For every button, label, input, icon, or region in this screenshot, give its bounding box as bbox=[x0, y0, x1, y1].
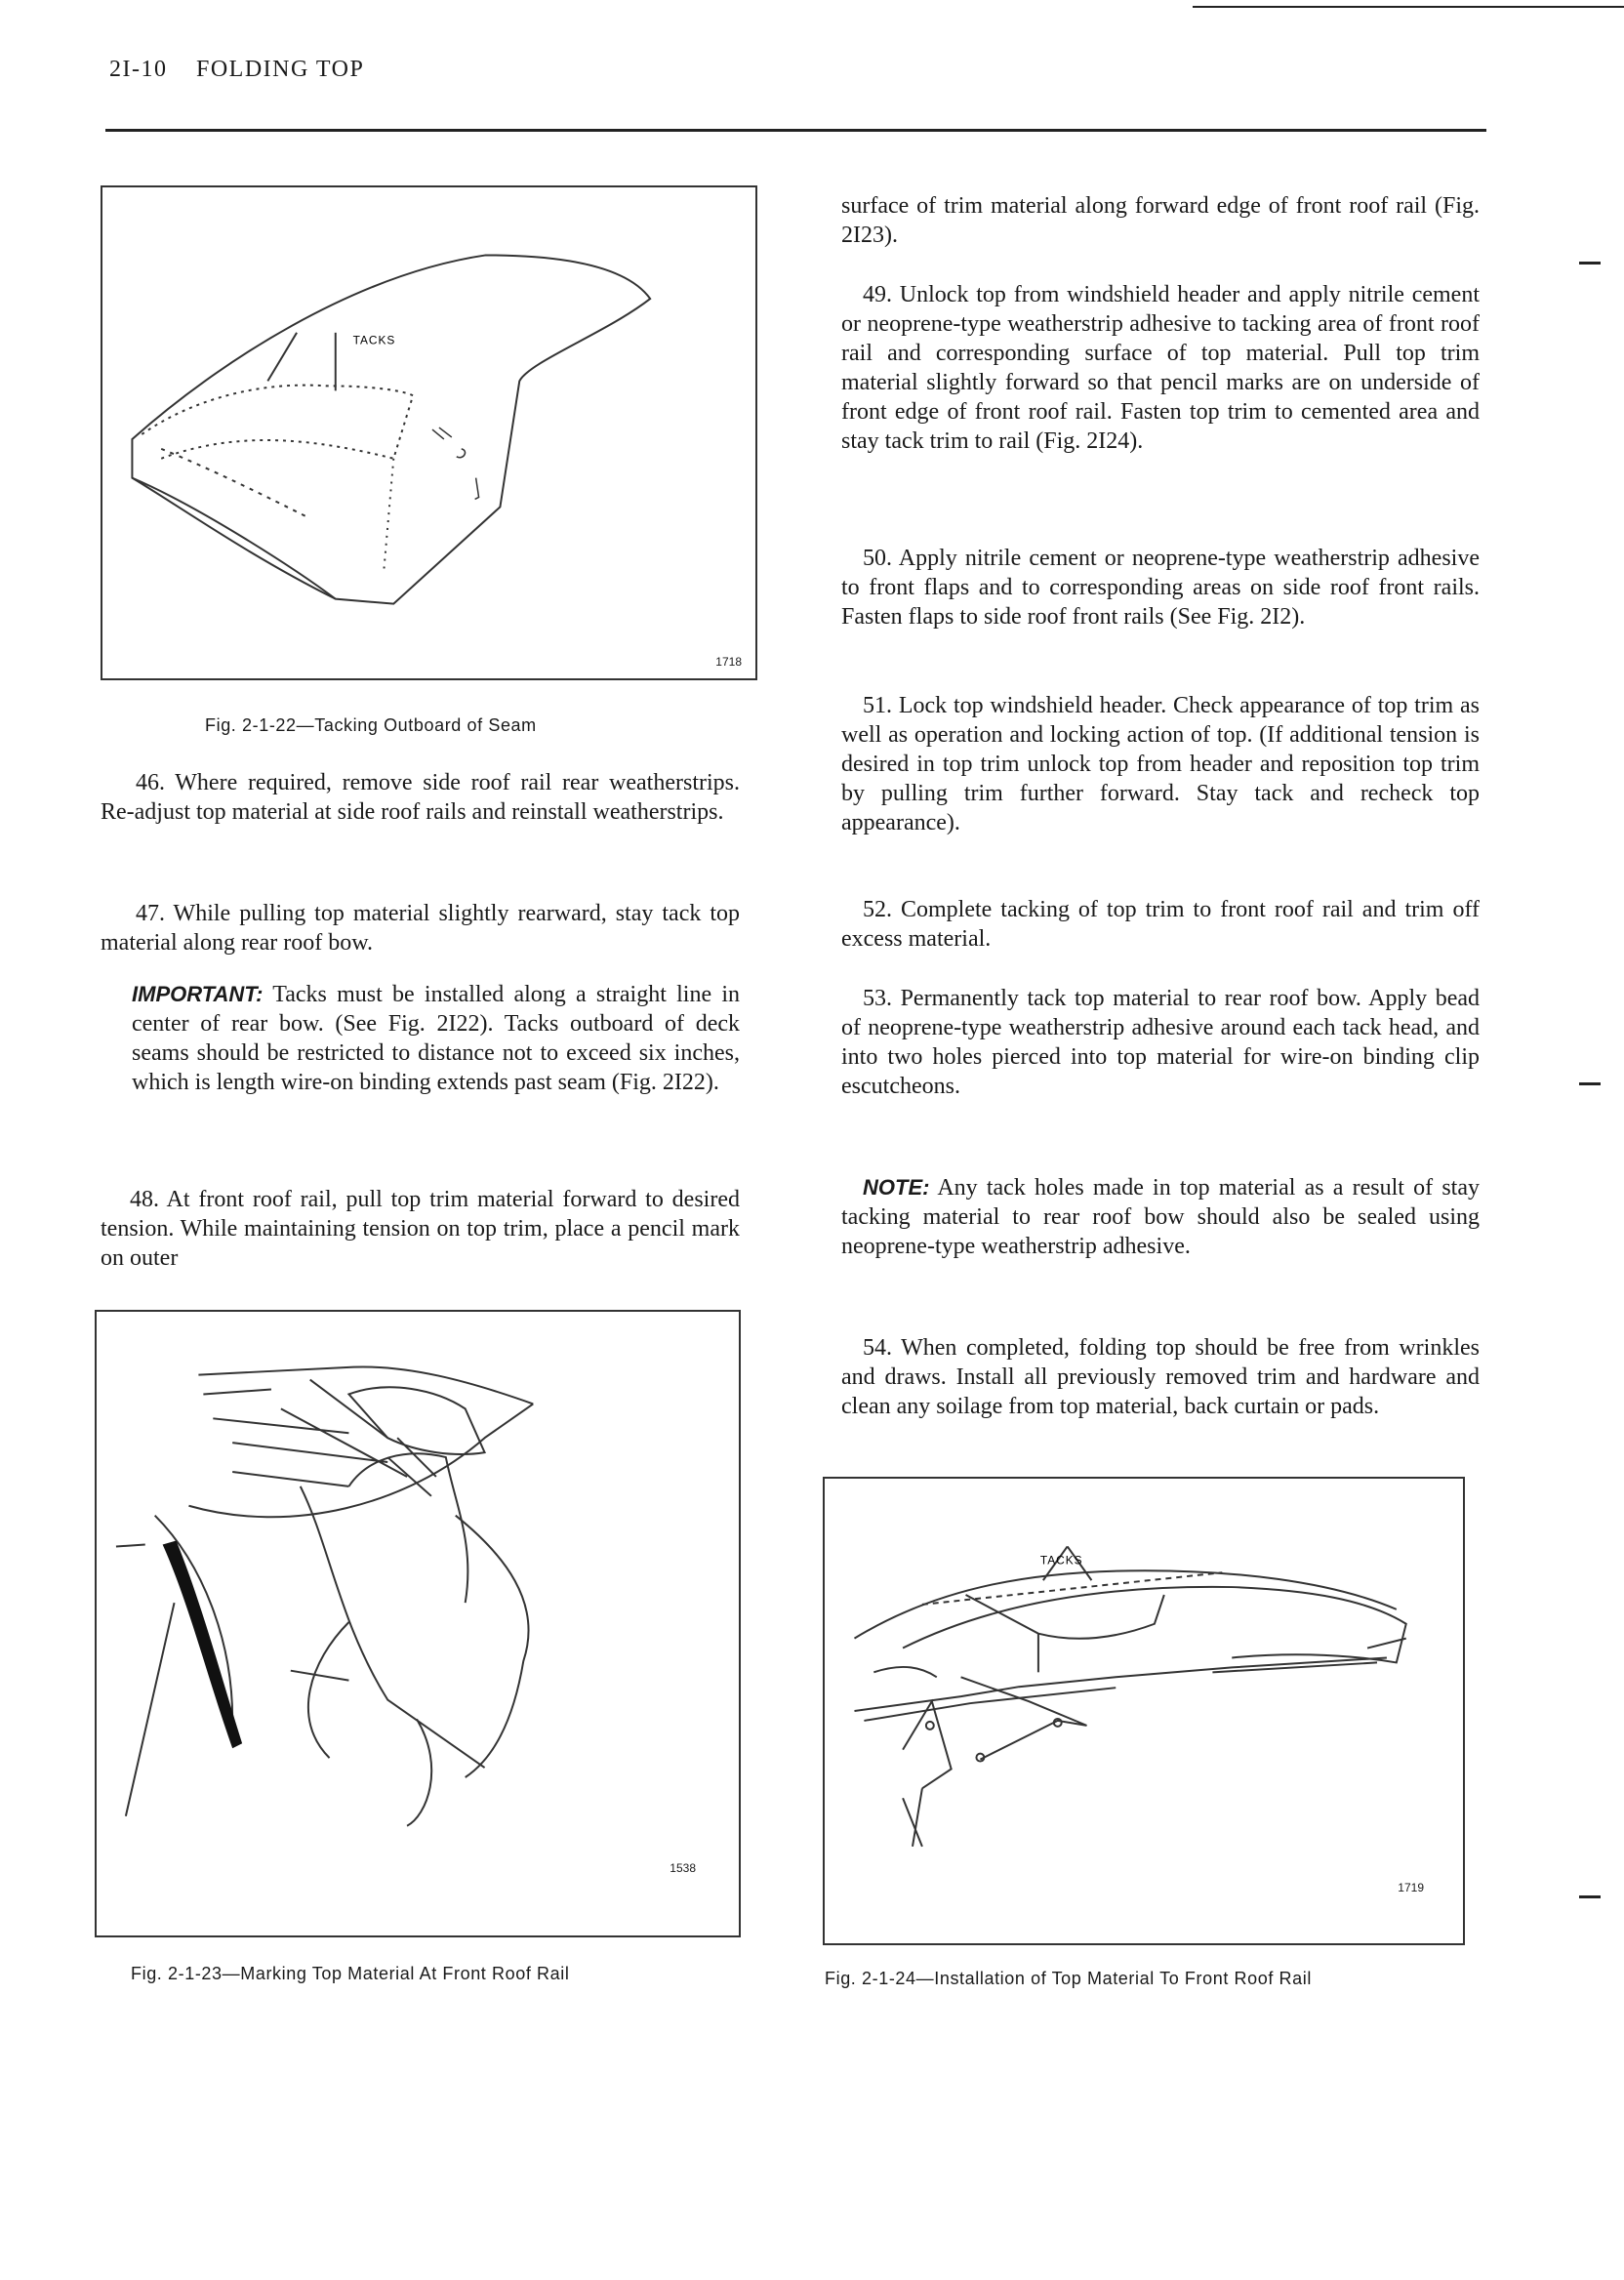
figure-number: 1719 bbox=[1398, 1881, 1424, 1894]
step-51: 51. Lock top windshield header. Check appearance of top trim as well as operation and locking action of top. (If additional tension is desired in top trim unlock top from header and reposition top trim by pulling trim further forward. Stay tack and recheck top appearance). bbox=[841, 693, 1480, 835]
step-54: 54. When completed, folding top should be free from wrinkles and draws. Install all previously removed trim and hardware and clean any soilage from top material, back curtain or pads. bbox=[841, 1335, 1480, 1419]
page-header bbox=[109, 57, 386, 83]
front-roof-rail-illustration bbox=[825, 1479, 1463, 1943]
note-text: Any tack holes made in top material as a result of stay tacking material to rear roof bow should also be sealed using neoprene-type weatherstrip adhesive. bbox=[841, 1175, 1480, 1259]
step-53: 53. Permanently tack top material to rear roof bow. Apply bead of neoprene-type weatherstrip adhesive around each tack head, and into two holes pierced into top material for wire-on binding clip escutcheons. bbox=[841, 986, 1480, 1099]
step-50: 50. Apply nitrile cement or neoprene-type weatherstrip adhesive to front flaps and to corresponding areas on side roof front rails. Fasten flaps to side roof front rails (See Fig. 2I2). bbox=[841, 546, 1480, 630]
figure-caption: Fig. 2-1-23—Marking Top Material At Front Roof Rail bbox=[131, 1964, 570, 1983]
page-number: 2I-10 bbox=[109, 57, 168, 82]
note bbox=[841, 1173, 1480, 1261]
figure-caption: Fig. 2-1-22—Tacking Outboard of Seam bbox=[205, 715, 537, 735]
step-47: 47. While pulling top material slightly rearward, stay tack top material along rear roof bow. bbox=[101, 901, 740, 956]
margin-mark bbox=[1579, 1082, 1601, 1085]
header-rule bbox=[105, 129, 1486, 132]
important-label: IMPORTANT: bbox=[132, 982, 264, 1006]
step-48: 48. At front roof rail, pull top trim material forward to desired tension. While maintaining tension on top trim, place a pencil mark on outer bbox=[101, 1187, 740, 1271]
hands-marking-illustration bbox=[97, 1312, 739, 1935]
figure-tacking-outboard-of-seam bbox=[101, 185, 757, 680]
figure-number: 1718 bbox=[715, 655, 742, 669]
top-edge-rule bbox=[1193, 6, 1624, 8]
figure-number: 1538 bbox=[670, 1861, 696, 1875]
tacks-label: TACKS bbox=[352, 333, 396, 347]
note-label: NOTE: bbox=[863, 1175, 930, 1200]
section-title: FOLDING TOP bbox=[195, 57, 365, 82]
important-note bbox=[132, 980, 740, 1097]
figure-marking-top-material bbox=[95, 1310, 741, 1937]
step-46: 46. Where required, remove side roof rail rear weatherstrips. Re-adjust top material at side roof rails and reinstall weatherstrips. bbox=[101, 770, 740, 825]
step-52: 52. Complete tacking of top trim to front roof rail and trim off excess material. bbox=[841, 897, 1480, 952]
continued-text: surface of trim material along forward edge of front roof rail (Fig. 2I23). bbox=[841, 193, 1480, 248]
margin-mark bbox=[1579, 262, 1601, 265]
tacks-label: TACKS bbox=[1039, 1553, 1083, 1568]
margin-mark bbox=[1579, 1895, 1601, 1898]
figure-installation-top-material bbox=[823, 1477, 1465, 1945]
figure-caption: Fig. 2-1-24—Installation of Top Material To Front Roof Rail bbox=[825, 1969, 1312, 1988]
step-49: 49. Unlock top from windshield header and apply nitrile cement or neoprene-type weatherstrip adhesive to tacking area of front roof rail and corresponding surface of top material. Pull top trim material slightly forward so that pencil marks are on underside of front edge of front roof rail. Fasten top trim to cemented area and stay tack trim to rail (Fig. 2I24). bbox=[841, 282, 1480, 454]
roof-top-illustration bbox=[102, 187, 755, 678]
important-text: Tacks must be installed along a straight line in center of rear bow. (See Fig. 2I22). Tacks outboard of deck seams should be restricted to distance not to exceed six inches, which is length wire-on binding extends past seam (Fig. 2I22). bbox=[132, 982, 741, 1095]
